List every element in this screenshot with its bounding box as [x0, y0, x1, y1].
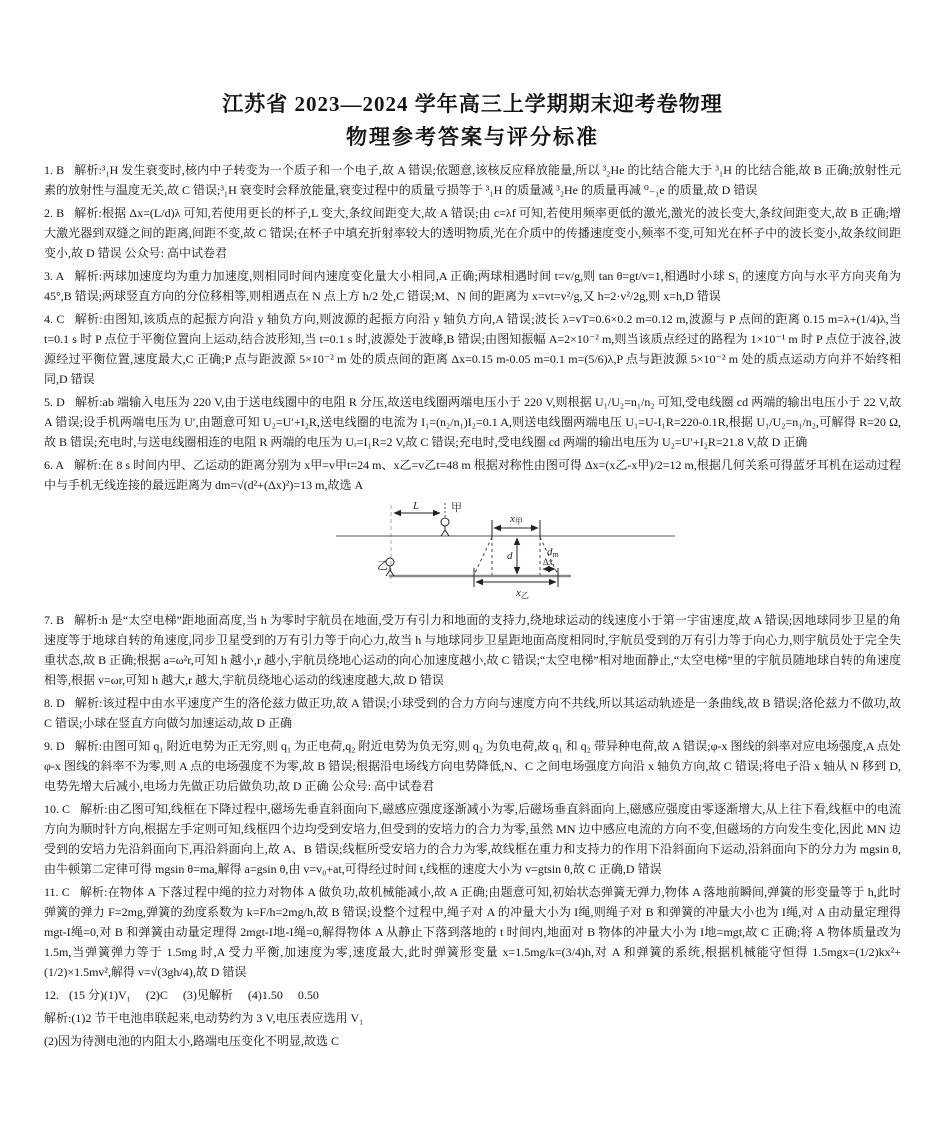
- answer-number: 1. B: [44, 163, 65, 177]
- answer-explanation: 解析:由图可知 q₁ 附近电势为正无穷,则 q₁ 为正电荷,q₂ 附近电势为负无穷,则 q₂ 为负电荷,故 q₁ 和 q₂ 带异种电荷,故 A 错误;φ-x 图线的斜率对应电场强度,A 点处 φ-x 图线的斜率不为零,则 A 点的电场强度不为零,故 B 错误;根据沿电场线方向电势降低,N、C 之间电场强度方向沿 x 轴负方向,故 C 错误;将电子沿 x 轴从 N 移到 D,电势先增大后减小,电场力先做正功后做负功,故 D 正确 公众号: 高中试卷君: [44, 739, 901, 793]
- answer-explanation: 解析:两球加速度均为重力加速度,则相同时间内速度变化量大小相同,A 正确;两球相遇时间 t=v/g,则 tan θ=gt/v=1,相遇时小球 S₁ 的速度方向与水平方向夹角为 45°,B 错误;两球竖直方向的分位移相等,则相遇点在 N 点上方 h/2 处,C 错误;M、N 间的距离为 x=vt=v²/g,又 h=2·v²/2g,则 x=h,D 错误: [44, 269, 901, 303]
- answer-explanation: 解析:(1)2 节干电池串联起来,电动势约为 3 V,电压表应选用 V₁: [44, 1011, 364, 1025]
- answer-item-12: [44, 985, 901, 1005]
- answer-item-9: [44, 736, 901, 796]
- person-jia-icon: [441, 518, 449, 536]
- answer-item-3: [44, 266, 901, 306]
- answer-explanation: 解析:ab 端输入电压为 220 V,由于送电线圈中的电阻 R 分压,故送电线圈两端电压小于 220 V,则根据 U₁/U₂=n₁/n₂ 可知,受电线圈 cd 两端的输出电压小于 22 V,故 A 错误;设手机两端电压为 U′,由题意可知 U₂=U′+I₂R,送电线圈的电流为 I₁=(n₂/n₁)I₂=0.1 A,则送电线圈两端电压 U₁=U-I₁R=220-0.1R,根据 U₁/U₂=n₁/n₂,可解得 R=20 Ω,故 B 错误;充电时,与送电线圈相连的电阻 R 两端的电压为 Uᵣ=I₁R=2 V,故 C 错误;充电时,受电线圈 cd 两端的输出电压为 U₂=U′+I₂R=21.8 V,故 D 正确: [44, 395, 901, 449]
- answer-explanation: 解析:在物体 A 下落过程中绳的拉力对物体 A 做负功,故机械能减小,故 A 正确;由题意可知,初始状态弹簧无弹力,物体 A 落地前瞬间,弹簧的形变量等于 h,此时弹簧的弹力 F=2mg,弹簧的劲度系数为 k=F/h=2mg/h,故 B 错误;设整个过程中,绳子对 A 的冲量大小为 I绳,则绳子对 B 和弹簧的冲量大小也为 I绳,对 A 由动量定理得 mgt-I绳=0,对 B 和弹簧由动量定理得 2mgt-I地-I绳=0,解得物体 A 从静止下落到落地的 t 时间内,地面对 B 物体的冲量大小为 I地=mgt,故 C 正确;将 A 物体质量改为 1.5m,当弹簧弹力等于 1.5mg 时,A 受力平衡,加速度为零,速度最大,此时弹簧形变量 x=1.5mg/k=(3/4)h,对 A 和弹簧的系统,根据机械能守恒得 1.5mgx=(1/2)kx²+(1/2)×1.5mv²,解得 v=√(3gh/4),故 D 错误: [44, 885, 901, 979]
- answer-explanation: 解析:由乙图可知,线框在下降过程中,磁场先垂直斜面向下,磁感应强度逐渐减小为零,后磁场垂直斜面向上,磁感应强度由零逐渐增大,从上往下看,线框中的电流方向为顺时针方向,根据左手定则可知,线框四个边均受到安培力,但受到的安培力的合力为零,虽然 MN 边中感应电流的方向不变,但磁场的方向发生变化,因此 MN 边受到的安培力先沿斜面向下,再沿斜面向上,故 A、B 错误;线框所受安培力的合力为零,故线框在重力和支持力的作用下沿斜面向下运动,沿斜面向下的分力为 mgsin θ,由牛顿第二定律可得 mgsin θ=ma,解得 a=gsin θ,由 v=v₀+at,可得经过时间 t,线框的速度大小为 v=gtsin θ,故 C 正确,D 错误: [44, 802, 901, 876]
- answer-explanation: 解析:h 是“太空电梯”距地面高度,当 h 为零时宇航员在地面,受万有引力和地面的支持力,绕地球运动的线速度小于第一宇宙速度,故 A 错误;因地球同步卫星的角速度等于地球自转的角速度,同步卫星受到的万有引力等于向心力,故当 h 与地球同步卫星距地面高度相同时,宇航员受到的万有引力等于向心力,则宇航员处于完全失重状态,故 B 正确;根据 a=ω²r,可知 h 越小,r 越小,宇航员绕地心运动的向心加速度越小,故 C 错误;“太空电梯”相对地面静止,“太空电梯”里的宇航员随地球自转的角速度相等,根据 v=ωr,可知 h 越大,r 越大,宇航员绕地心运动的线速度越大,故 D 错误: [44, 613, 901, 687]
- label-delta-x: Δx: [542, 557, 554, 567]
- label-d: d: [507, 550, 513, 562]
- label-L: L: [412, 500, 420, 512]
- answer-number: 7. B: [44, 613, 65, 627]
- label-jia: 甲: [451, 502, 462, 514]
- answer-number: 3. A: [44, 269, 65, 283]
- answer-explanation: 解析:根据 Δx=(L/d)λ 可知,若使用更长的杯子,L 变大,条纹间距变大,故 A 错误;由 c=λf 可知,若使用频率更低的激光,激光的波长变大,条纹间距变大,故 B 正确;增大激光器到双缝之间的距离,间距不变,故 C 错误;在杯子中填充折射率较大的透明物质,光在介质中的传播速度变小,频率不变,可知光在杯子中的波长变小,故条纹间距变小,故 D 错误 公众号: 高中试卷君: [44, 206, 901, 260]
- answer-explanation: 解析:³₁H 发生衰变时,核内中子转变为一个质子和一个电子,故 A 错误;依题意,该核反应释放能量,所以 ³₂He 的比结合能大于 ³₁H 的比结合能,故 B 正确;放射性元素的放射性与温度无关,故 C 错误;³₁H 衰变时会释放能量,衰变过程中的质量亏损等于 ³₁H 的质量减 ³₂He 的质量再减 ⁰₋₁e 的质量,故 D 错误: [44, 163, 901, 197]
- answer-number: 9. D: [44, 739, 65, 753]
- answer-item-14: [44, 1031, 901, 1051]
- label-x-jia: x甲: [510, 513, 523, 526]
- answer-explanation: (2)因为待测电池的内阻太小,路端电压变化不明显,故选 C: [44, 1034, 339, 1048]
- answer-number: 6. A: [44, 458, 65, 472]
- answer-number: 4. C: [44, 312, 65, 326]
- label-d-m: dm: [547, 546, 559, 559]
- answer-item-4: [44, 309, 901, 389]
- answer-number: 2. B: [44, 206, 65, 220]
- answer-item-1: [44, 160, 901, 200]
- answer-item-10: [44, 799, 901, 879]
- answer-item-8: [44, 693, 901, 733]
- figure-problem6-drawing: [334, 499, 679, 599]
- answer-number: 8. D: [44, 696, 65, 710]
- page-title: 江苏省 2023—2024 学年高三上学期期末迎考卷物理: [222, 92, 723, 116]
- answer-item-13: [44, 1008, 901, 1028]
- answer-item-6: [44, 455, 901, 495]
- answer-explanation: 解析:在 8 s 时间内甲、乙运动的距离分别为 x甲=v甲t=24 m、x乙=v乙t=48 m 根据对称性由图可得 Δx=(x乙-x甲)/2=12 m,根据几何关系可得蓝牙耳机在运动过程中与手机无线连接的最远距离为 dm=√(d²+(Δx)²)=13 m,故选 A: [44, 458, 901, 492]
- answer-number: 12.: [44, 988, 59, 1002]
- answer-number: 10. C: [44, 802, 71, 816]
- answer-explanation: 解析:由图知,该质点的起振方向沿 y 轴负方向,则波源的起振方向沿 y 轴负方向,A 错误;波长 λ=vT=0.6×0.2 m=0.12 m,波源与 P 点间的距离 0.15 m=λ+(1/4)λ,当 t=0.1 s 时 P 点位于平衡位置向上运动,结合波形知,当 t=0.1 s 时,波源处于波峰,B 错误;由图知振幅 A=2×10⁻² m,则当该质点经过的路程为 1×10⁻¹ m 时 P 点位于波谷,波源经过平衡位置,速度最大,C 正确;P 点与距波源 5×10⁻² m 处的质点间的距离 Δx=0.15 m-0.05 m=0.1 m=(5/6)λ,P 点与距波源 5×10⁻² m 处的质点运动方向并不始终相同,D 错误: [44, 312, 901, 386]
- answer-item-2: [44, 203, 901, 263]
- answer-item-11: [44, 882, 901, 982]
- answers-list: [44, 160, 901, 1051]
- label-x-yi: x乙: [516, 587, 529, 599]
- answer-number: 11. C: [44, 885, 70, 899]
- page-subtitle: 物理参考答案与评分标准: [346, 125, 599, 149]
- label-yi: 乙: [377, 560, 388, 572]
- answer-item-7: [44, 610, 901, 690]
- answer-explanation: 解析:该过程中由水平速度产生的洛伦兹力做正功,故 A 错误;小球受到的合力方向与速度方向不共线,所以其运动轨迹是一条曲线,故 B 错误;洛伦兹力不做功,故 C 错误;小球在竖直方向做匀加速运动,故 D 正确: [44, 696, 901, 730]
- figure-problem6: [334, 499, 679, 604]
- answer-number: 5. D: [44, 395, 65, 409]
- answer-explanation: (15 分)(1)V₁ (2)C (3)见解析 (4)1.50 0.50: [69, 988, 319, 1002]
- answer-item-5: [44, 392, 901, 452]
- left-slant-dashed-line: [474, 537, 492, 575]
